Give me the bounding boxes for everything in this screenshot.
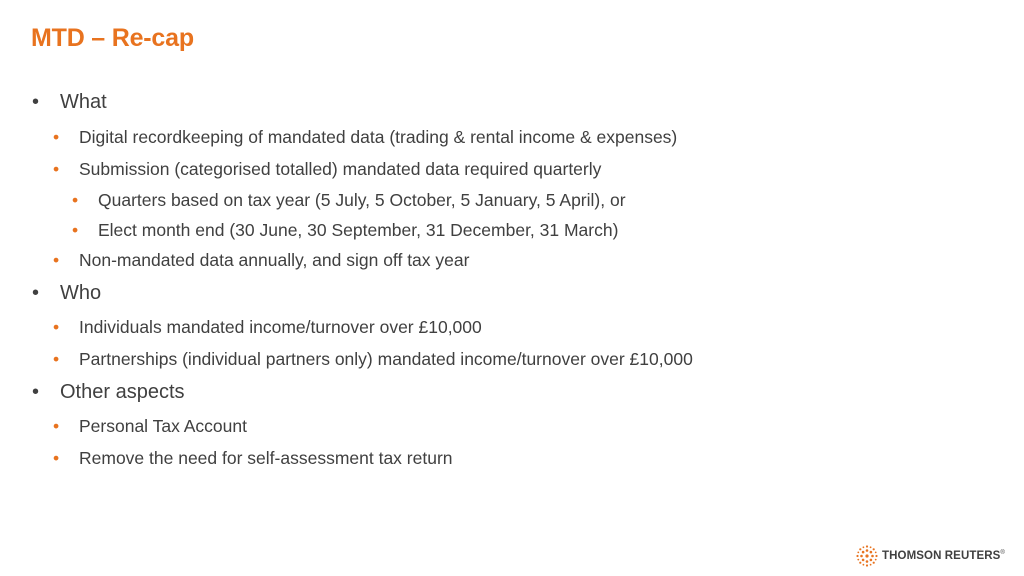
bullet-text: Individuals mandated income/turnover over £10,000 [79, 317, 482, 337]
bullet-marker: • [53, 349, 60, 369]
bullet-marker: • [72, 190, 79, 210]
thomson-reuters-logo [856, 544, 1005, 568]
bullet-marker: • [53, 448, 60, 468]
bullet-level-2 [53, 416, 247, 437]
bullet-level-3 [72, 190, 626, 211]
bullet-text: Personal Tax Account [79, 416, 247, 436]
bullet-level-1 [32, 91, 107, 114]
bullet-marker: • [53, 416, 60, 436]
bullet-marker: • [32, 381, 40, 403]
bullet-marker: • [53, 250, 60, 270]
bullet-text: Quarters based on tax year (5 July, 5 October, 5 January, 5 April), or [98, 190, 626, 210]
slide-title: MTD – Re-cap [31, 24, 194, 52]
bullet-level-2 [53, 317, 482, 338]
bullet-text: Remove the need for self-assessment tax return [79, 448, 453, 468]
bullet-marker: • [32, 91, 40, 113]
bullet-text: Who [60, 282, 102, 304]
bullet-level-1 [32, 282, 102, 305]
logo-text: THOMSON REUTERS® [882, 550, 1005, 562]
bullet-marker: • [53, 317, 60, 337]
bullet-marker: • [72, 220, 79, 240]
bullet-level-2 [53, 448, 453, 469]
bullet-text: Submission (categorised totalled) mandated data required quarterly [79, 159, 602, 179]
bullet-level-2 [53, 349, 693, 370]
bullet-marker: • [32, 282, 40, 304]
bullet-text: Other aspects [60, 381, 185, 403]
bullet-level-2 [53, 159, 602, 180]
thomson-reuters-logo-icon [856, 545, 878, 567]
bullet-marker: • [53, 159, 60, 179]
bullet-text: Digital recordkeeping of mandated data (trading & rental income & expenses) [79, 127, 678, 147]
bullet-level-2 [53, 250, 470, 271]
bullet-text: What [60, 91, 107, 113]
bullet-level-2 [53, 127, 678, 148]
bullet-text: Non-mandated data annually, and sign off tax year [79, 250, 470, 270]
bullet-level-1 [32, 381, 185, 404]
bullet-text: Partnerships (individual partners only) mandated income/turnover over £10,000 [79, 349, 693, 369]
bullet-marker: • [53, 127, 60, 147]
bullet-level-3 [72, 220, 619, 241]
bullet-text: Elect month end (30 June, 30 September, 31 December, 31 March) [98, 220, 619, 240]
